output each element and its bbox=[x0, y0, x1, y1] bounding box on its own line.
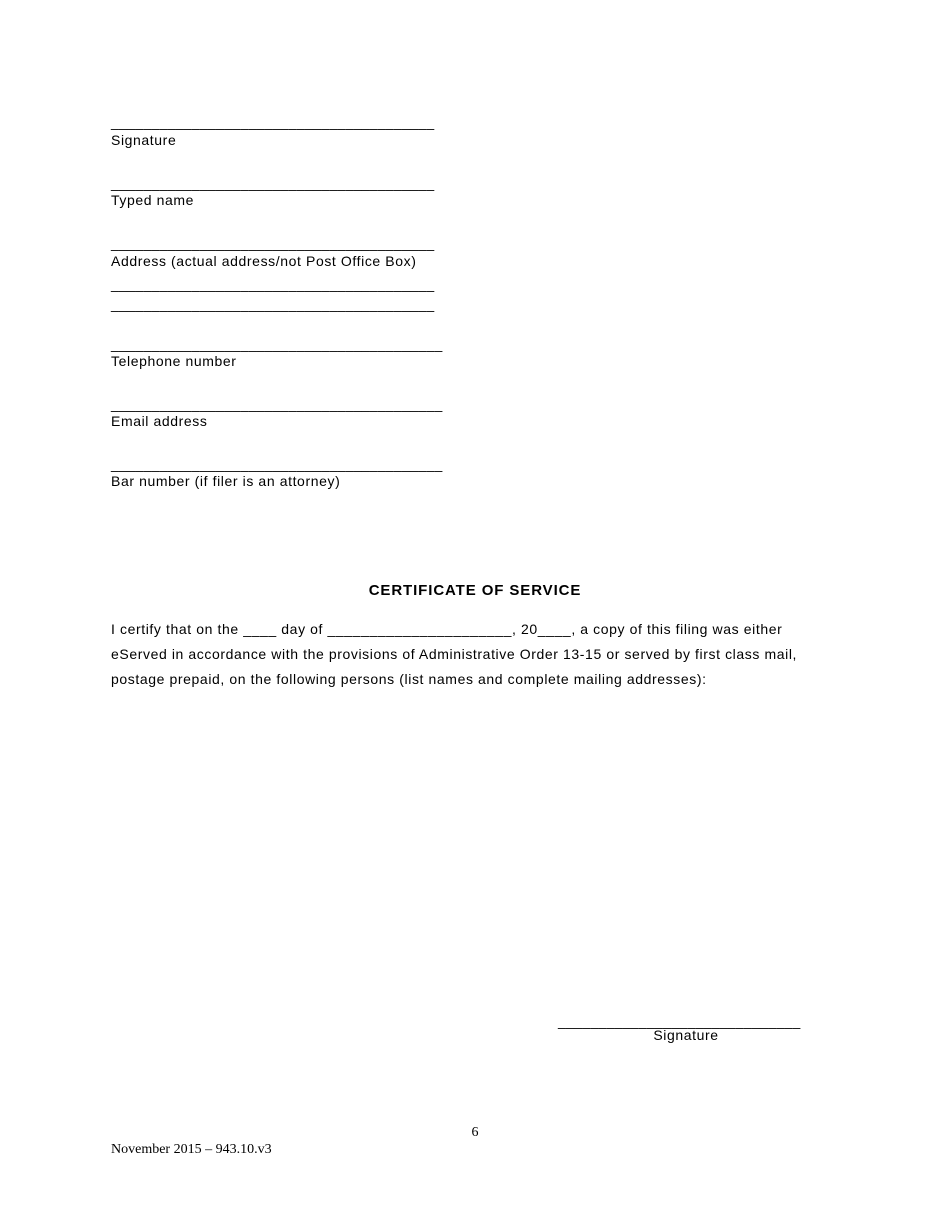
address-label: Address (actual address/not Post Office Box) bbox=[111, 253, 417, 269]
bar-number-line: _________________________________________ bbox=[111, 456, 443, 472]
email-line: _________________________________________ bbox=[111, 396, 443, 412]
telephone-label: Telephone number bbox=[111, 353, 237, 369]
certificate-signature-line: ______________________________ bbox=[558, 1013, 801, 1029]
page-number: 6 bbox=[471, 1125, 479, 1140]
certificate-title: CERTIFICATE OF SERVICE bbox=[368, 582, 582, 599]
email-label: Email address bbox=[111, 413, 208, 429]
form-version: November 2015 – 943.10.v3 bbox=[111, 1142, 272, 1157]
address-line: ________________________________________ bbox=[111, 235, 435, 251]
typed-name-line: ________________________________________ bbox=[111, 175, 435, 191]
telephone-line: _________________________________________ bbox=[111, 336, 443, 352]
signature-line: ________________________________________ bbox=[111, 114, 435, 130]
address-line-2: ________________________________________ bbox=[111, 276, 435, 292]
typed-name-label: Typed name bbox=[111, 192, 195, 208]
certificate-text-line-2: eServed in accordance with the provisions of Administrative Order 13-15 or served by first class mail, bbox=[111, 646, 798, 662]
certificate-text-line-1: I certify that on the ____ day of ______________________, 20____, a copy of this filing was either bbox=[111, 621, 783, 637]
signature-label: Signature bbox=[111, 132, 177, 148]
address-line-3: ________________________________________ bbox=[111, 296, 435, 312]
certificate-signature-label: Signature bbox=[653, 1027, 719, 1043]
bar-number-label: Bar number (if filer is an attorney) bbox=[111, 473, 341, 489]
certificate-text-line-3: postage prepaid, on the following persons (list names and complete mailing addresses): bbox=[111, 671, 707, 687]
